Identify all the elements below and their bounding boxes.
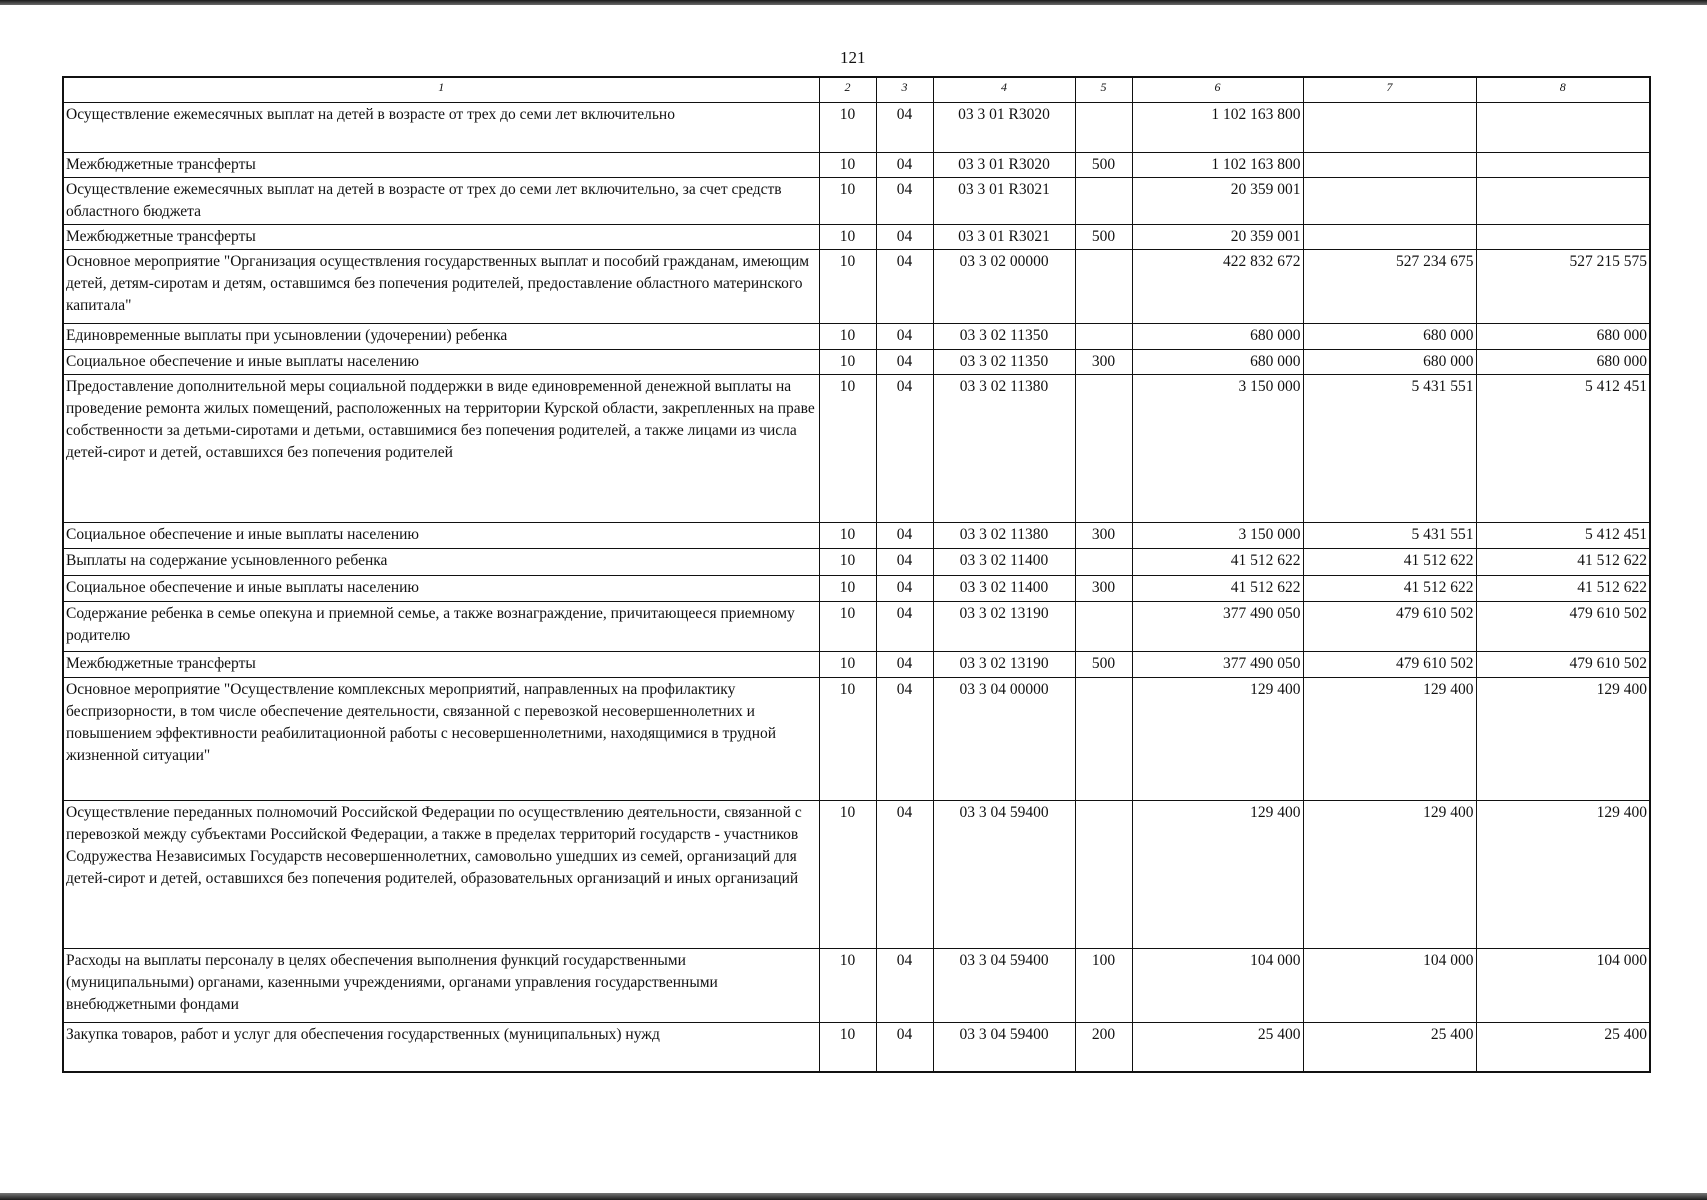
amount-cell: 41 512 622 bbox=[1303, 548, 1476, 575]
row-name-cell: Осуществление переданных полномочий Российской Федерации по осуществлению деятельности, связанной с перевозкой между субъектами Российской Федерации, а также в пределах территорий государств - участников Содружества Независимых Государств несовершеннолетних, самовольно ушедших из семей, организаций для детей-сирот и детей, оставшихся без попечения родителей, образовательных организаций и иных организаций bbox=[63, 800, 819, 948]
amount-cell: 41 512 622 bbox=[1132, 548, 1303, 575]
amount-cell: 129 400 bbox=[1132, 800, 1303, 948]
subsection-code-cell: 04 bbox=[876, 1022, 933, 1072]
target-article-cell: 03 3 01 R3020 bbox=[933, 102, 1075, 152]
section-code-cell: 10 bbox=[819, 651, 876, 677]
section-code-cell: 10 bbox=[819, 224, 876, 249]
column-header: 3 bbox=[876, 77, 933, 102]
row-name-cell: Межбюджетные трансферты bbox=[63, 152, 819, 177]
amount-cell: 680 000 bbox=[1476, 349, 1650, 374]
table-row bbox=[63, 323, 1650, 349]
target-article-cell: 03 3 02 11380 bbox=[933, 522, 1075, 548]
table-header-row bbox=[63, 77, 1650, 102]
row-name-cell: Предоставление дополнительной меры социальной поддержки в виде единовременной денежной выплаты на проведение ремонта жилых помещений, расположенных на территории Курской области, закрепленных на праве собственности за детьми-сиротами и детьми, оставшимися без попечения родителей, а также лицами из числа детей-сирот и детей, оставшихся без попечения родителей bbox=[63, 374, 819, 522]
amount-cell: 479 610 502 bbox=[1303, 651, 1476, 677]
section-code-cell: 10 bbox=[819, 152, 876, 177]
target-article-cell: 03 3 02 00000 bbox=[933, 249, 1075, 323]
amount-cell: 129 400 bbox=[1132, 677, 1303, 800]
amount-cell: 25 400 bbox=[1132, 1022, 1303, 1072]
row-name-cell: Социальное обеспечение и иные выплаты населению bbox=[63, 349, 819, 374]
row-name-cell: Осуществление ежемесячных выплат на детей в возрасте от трех до семи лет включительно, за счет средств областного бюджета bbox=[63, 177, 819, 224]
section-code-cell: 10 bbox=[819, 522, 876, 548]
amount-cell: 25 400 bbox=[1476, 1022, 1650, 1072]
amount-cell: 377 490 050 bbox=[1132, 651, 1303, 677]
amount-cell: 129 400 bbox=[1303, 677, 1476, 800]
subsection-code-cell: 04 bbox=[876, 249, 933, 323]
amount-cell: 104 000 bbox=[1132, 948, 1303, 1022]
section-code-cell: 10 bbox=[819, 548, 876, 575]
expense-type-cell bbox=[1075, 677, 1132, 800]
target-article-cell: 03 3 02 13190 bbox=[933, 601, 1075, 651]
amount-cell: 527 234 675 bbox=[1303, 249, 1476, 323]
subsection-code-cell: 04 bbox=[876, 224, 933, 249]
expense-type-cell bbox=[1075, 374, 1132, 522]
scan-edge-top bbox=[0, 0, 1707, 5]
target-article-cell: 03 3 04 59400 bbox=[933, 948, 1075, 1022]
table-row bbox=[63, 102, 1650, 152]
subsection-code-cell: 04 bbox=[876, 374, 933, 522]
amount-cell: 680 000 bbox=[1132, 323, 1303, 349]
expense-type-cell bbox=[1075, 323, 1132, 349]
section-code-cell: 10 bbox=[819, 800, 876, 948]
row-name-cell: Содержание ребенка в семье опекуна и приемной семье, а также вознаграждение, причитающееся приемному родителю bbox=[63, 601, 819, 651]
amount-cell bbox=[1476, 224, 1650, 249]
expense-type-cell: 200 bbox=[1075, 1022, 1132, 1072]
amount-cell: 41 512 622 bbox=[1132, 575, 1303, 601]
expense-type-cell bbox=[1075, 601, 1132, 651]
section-code-cell: 10 bbox=[819, 948, 876, 1022]
amount-cell: 3 150 000 bbox=[1132, 374, 1303, 522]
section-code-cell: 10 bbox=[819, 177, 876, 224]
subsection-code-cell: 04 bbox=[876, 177, 933, 224]
table-row bbox=[63, 677, 1650, 800]
target-article-cell: 03 3 04 00000 bbox=[933, 677, 1075, 800]
amount-cell bbox=[1476, 177, 1650, 224]
scan-edge-bottom bbox=[0, 1193, 1707, 1200]
table-row bbox=[63, 948, 1650, 1022]
target-article-cell: 03 3 04 59400 bbox=[933, 800, 1075, 948]
page-number: 121 bbox=[840, 48, 866, 67]
column-header: 2 bbox=[819, 77, 876, 102]
subsection-code-cell: 04 bbox=[876, 323, 933, 349]
amount-cell: 377 490 050 bbox=[1132, 601, 1303, 651]
amount-cell bbox=[1303, 224, 1476, 249]
target-article-cell: 03 3 04 59400 bbox=[933, 1022, 1075, 1072]
column-header: 4 bbox=[933, 77, 1075, 102]
table-row bbox=[63, 374, 1650, 522]
amount-cell: 1 102 163 800 bbox=[1132, 152, 1303, 177]
table-row bbox=[63, 651, 1650, 677]
column-header: 8 bbox=[1476, 77, 1650, 102]
table-row bbox=[63, 152, 1650, 177]
row-name-cell: Осуществление ежемесячных выплат на детей в возрасте от трех до семи лет включительно bbox=[63, 102, 819, 152]
amount-cell: 104 000 bbox=[1303, 948, 1476, 1022]
amount-cell: 41 512 622 bbox=[1303, 575, 1476, 601]
amount-cell: 3 150 000 bbox=[1132, 522, 1303, 548]
amount-cell: 1 102 163 800 bbox=[1132, 102, 1303, 152]
column-header: 7 bbox=[1303, 77, 1476, 102]
row-name-cell: Социальное обеспечение и иные выплаты населению bbox=[63, 575, 819, 601]
table-row bbox=[63, 177, 1650, 224]
table-row bbox=[63, 800, 1650, 948]
table-row bbox=[63, 249, 1650, 323]
subsection-code-cell: 04 bbox=[876, 349, 933, 374]
row-name-cell: Единовременные выплаты при усыновлении (удочерении) ребенка bbox=[63, 323, 819, 349]
amount-cell: 479 610 502 bbox=[1303, 601, 1476, 651]
row-name-cell: Межбюджетные трансферты bbox=[63, 224, 819, 249]
column-header: 1 bbox=[63, 77, 819, 102]
expense-type-cell: 500 bbox=[1075, 651, 1132, 677]
expense-type-cell: 500 bbox=[1075, 152, 1132, 177]
subsection-code-cell: 04 bbox=[876, 575, 933, 601]
target-article-cell: 03 3 02 11400 bbox=[933, 575, 1075, 601]
amount-cell: 680 000 bbox=[1476, 323, 1650, 349]
expense-type-cell bbox=[1075, 102, 1132, 152]
row-name-cell: Основное мероприятие "Организация осуществления государственных выплат и пособий гражданам, имеющим детей, детям-сиротам и детям, оставшимся без попечения родителей, предоставление областного материнского капитала" bbox=[63, 249, 819, 323]
table-row bbox=[63, 224, 1650, 249]
section-code-cell: 10 bbox=[819, 349, 876, 374]
target-article-cell: 03 3 01 R3021 bbox=[933, 224, 1075, 249]
subsection-code-cell: 04 bbox=[876, 102, 933, 152]
row-name-cell: Расходы на выплаты персоналу в целях обеспечения выполнения функций государственными (муниципальными) органами, казенными учреждениями, органами управления государственными внебюджетными фондами bbox=[63, 948, 819, 1022]
expense-type-cell: 500 bbox=[1075, 224, 1132, 249]
subsection-code-cell: 04 bbox=[876, 548, 933, 575]
amount-cell: 5 431 551 bbox=[1303, 522, 1476, 548]
table-row bbox=[63, 1022, 1650, 1072]
subsection-code-cell: 04 bbox=[876, 522, 933, 548]
section-code-cell: 10 bbox=[819, 1022, 876, 1072]
amount-cell: 479 610 502 bbox=[1476, 651, 1650, 677]
amount-cell: 479 610 502 bbox=[1476, 601, 1650, 651]
target-article-cell: 03 3 01 R3021 bbox=[933, 177, 1075, 224]
subsection-code-cell: 04 bbox=[876, 677, 933, 800]
subsection-code-cell: 04 bbox=[876, 651, 933, 677]
amount-cell bbox=[1476, 102, 1650, 152]
column-header: 5 bbox=[1075, 77, 1132, 102]
amount-cell bbox=[1476, 152, 1650, 177]
subsection-code-cell: 04 bbox=[876, 152, 933, 177]
column-header: 6 bbox=[1132, 77, 1303, 102]
target-article-cell: 03 3 02 11380 bbox=[933, 374, 1075, 522]
amount-cell: 104 000 bbox=[1476, 948, 1650, 1022]
subsection-code-cell: 04 bbox=[876, 948, 933, 1022]
table-row bbox=[63, 601, 1650, 651]
subsection-code-cell: 04 bbox=[876, 601, 933, 651]
amount-cell: 680 000 bbox=[1132, 349, 1303, 374]
target-article-cell: 03 3 02 11350 bbox=[933, 323, 1075, 349]
target-article-cell: 03 3 02 11350 bbox=[933, 349, 1075, 374]
row-name-cell: Закупка товаров, работ и услуг для обеспечения государственных (муниципальных) нужд bbox=[63, 1022, 819, 1072]
table-body bbox=[63, 102, 1650, 1072]
target-article-cell: 03 3 02 11400 bbox=[933, 548, 1075, 575]
amount-cell: 5 412 451 bbox=[1476, 522, 1650, 548]
amount-cell: 25 400 bbox=[1303, 1022, 1476, 1072]
amount-cell: 680 000 bbox=[1303, 323, 1476, 349]
section-code-cell: 10 bbox=[819, 374, 876, 522]
row-name-cell: Межбюджетные трансферты bbox=[63, 651, 819, 677]
expense-type-cell: 300 bbox=[1075, 522, 1132, 548]
expense-type-cell bbox=[1075, 177, 1132, 224]
subsection-code-cell: 04 bbox=[876, 800, 933, 948]
amount-cell: 41 512 622 bbox=[1476, 575, 1650, 601]
budget-table bbox=[62, 76, 1651, 1073]
amount-cell: 5 431 551 bbox=[1303, 374, 1476, 522]
table-row bbox=[63, 349, 1650, 374]
target-article-cell: 03 3 01 R3020 bbox=[933, 152, 1075, 177]
target-article-cell: 03 3 02 13190 bbox=[933, 651, 1075, 677]
amount-cell: 422 832 672 bbox=[1132, 249, 1303, 323]
expense-type-cell bbox=[1075, 800, 1132, 948]
amount-cell: 20 359 001 bbox=[1132, 177, 1303, 224]
section-code-cell: 10 bbox=[819, 323, 876, 349]
section-code-cell: 10 bbox=[819, 601, 876, 651]
amount-cell: 129 400 bbox=[1303, 800, 1476, 948]
amount-cell: 20 359 001 bbox=[1132, 224, 1303, 249]
amount-cell bbox=[1303, 177, 1476, 224]
table-row bbox=[63, 548, 1650, 575]
amount-cell: 5 412 451 bbox=[1476, 374, 1650, 522]
section-code-cell: 10 bbox=[819, 677, 876, 800]
section-code-cell: 10 bbox=[819, 249, 876, 323]
amount-cell: 129 400 bbox=[1476, 677, 1650, 800]
expense-type-cell bbox=[1075, 548, 1132, 575]
section-code-cell: 10 bbox=[819, 575, 876, 601]
amount-cell bbox=[1303, 102, 1476, 152]
expense-type-cell: 300 bbox=[1075, 349, 1132, 374]
amount-cell: 527 215 575 bbox=[1476, 249, 1650, 323]
expense-type-cell: 300 bbox=[1075, 575, 1132, 601]
amount-cell bbox=[1303, 152, 1476, 177]
table-row bbox=[63, 575, 1650, 601]
row-name-cell: Основное мероприятие "Осуществление комплексных мероприятий, направленных на профилактику беспризорности, в том числе обеспечение деятельности, связанной с перевозкой несовершеннолетних и повышением эффективности реабилитационной работы с несовершеннолетними, находящимися в трудной жизненной ситуации" bbox=[63, 677, 819, 800]
expense-type-cell bbox=[1075, 249, 1132, 323]
expense-type-cell: 100 bbox=[1075, 948, 1132, 1022]
row-name-cell: Социальное обеспечение и иные выплаты населению bbox=[63, 522, 819, 548]
amount-cell: 129 400 bbox=[1476, 800, 1650, 948]
amount-cell: 41 512 622 bbox=[1476, 548, 1650, 575]
table-row bbox=[63, 522, 1650, 548]
section-code-cell: 10 bbox=[819, 102, 876, 152]
row-name-cell: Выплаты на содержание усыновленного ребенка bbox=[63, 548, 819, 575]
amount-cell: 680 000 bbox=[1303, 349, 1476, 374]
